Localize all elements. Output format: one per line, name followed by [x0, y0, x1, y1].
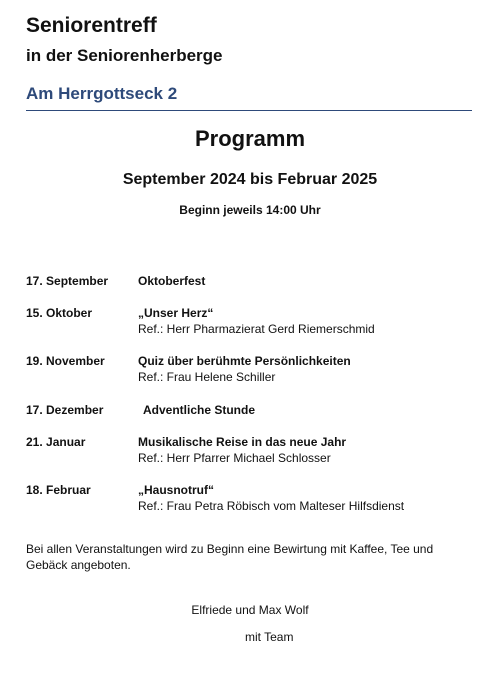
event-date: 18. Februar — [26, 483, 91, 497]
signature-names: Elfriede und Max Wolf — [191, 603, 309, 617]
header-divider — [26, 110, 472, 111]
hospitality-note: Bei allen Veranstaltungen wird zu Beginn eine Bewirtung mit Kaffee, Tee und Gebäck angeboten. — [26, 542, 434, 572]
program-period: September 2024 bis Februar 2025 — [122, 171, 378, 188]
program-start-time: Beginn jeweils 14:00 Uhr — [179, 203, 321, 217]
event-speaker: Ref.: Herr Pharmazierat Gerd Riemerschmid — [138, 322, 375, 336]
event-title: „Unser Herz“ — [138, 306, 214, 320]
event-date: 19. November — [26, 354, 105, 368]
page-subtitle: in der Seniorenherberge — [26, 46, 223, 65]
page-title: Seniorentreff — [26, 14, 157, 37]
event-speaker: Ref.: Frau Petra Röbisch vom Malteser Hilfsdienst — [138, 499, 405, 513]
address-heading: Am Herrgottseck 2 — [26, 84, 178, 103]
event-title: Oktoberfest — [138, 274, 206, 288]
event-title: Quiz über berühmte Persönlichkeiten — [138, 354, 351, 368]
event-date: 17. Dezember — [26, 403, 104, 417]
event-date: 21. Januar — [26, 435, 86, 449]
event-title: „Hausnotruf“ — [138, 483, 214, 497]
event-speaker: Ref.: Frau Helene Schiller — [138, 370, 276, 384]
event-speaker: Ref.: Herr Pfarrer Michael Schlosser — [138, 451, 331, 465]
event-date: 17. September — [26, 274, 109, 288]
event-date: 15. Oktober — [26, 306, 93, 320]
signature-team: mit Team — [245, 630, 294, 644]
program-title: Programm — [194, 126, 306, 151]
event-title: Adventliche Stunde — [143, 403, 256, 417]
event-title: Musikalische Reise in das neue Jahr — [138, 435, 347, 449]
